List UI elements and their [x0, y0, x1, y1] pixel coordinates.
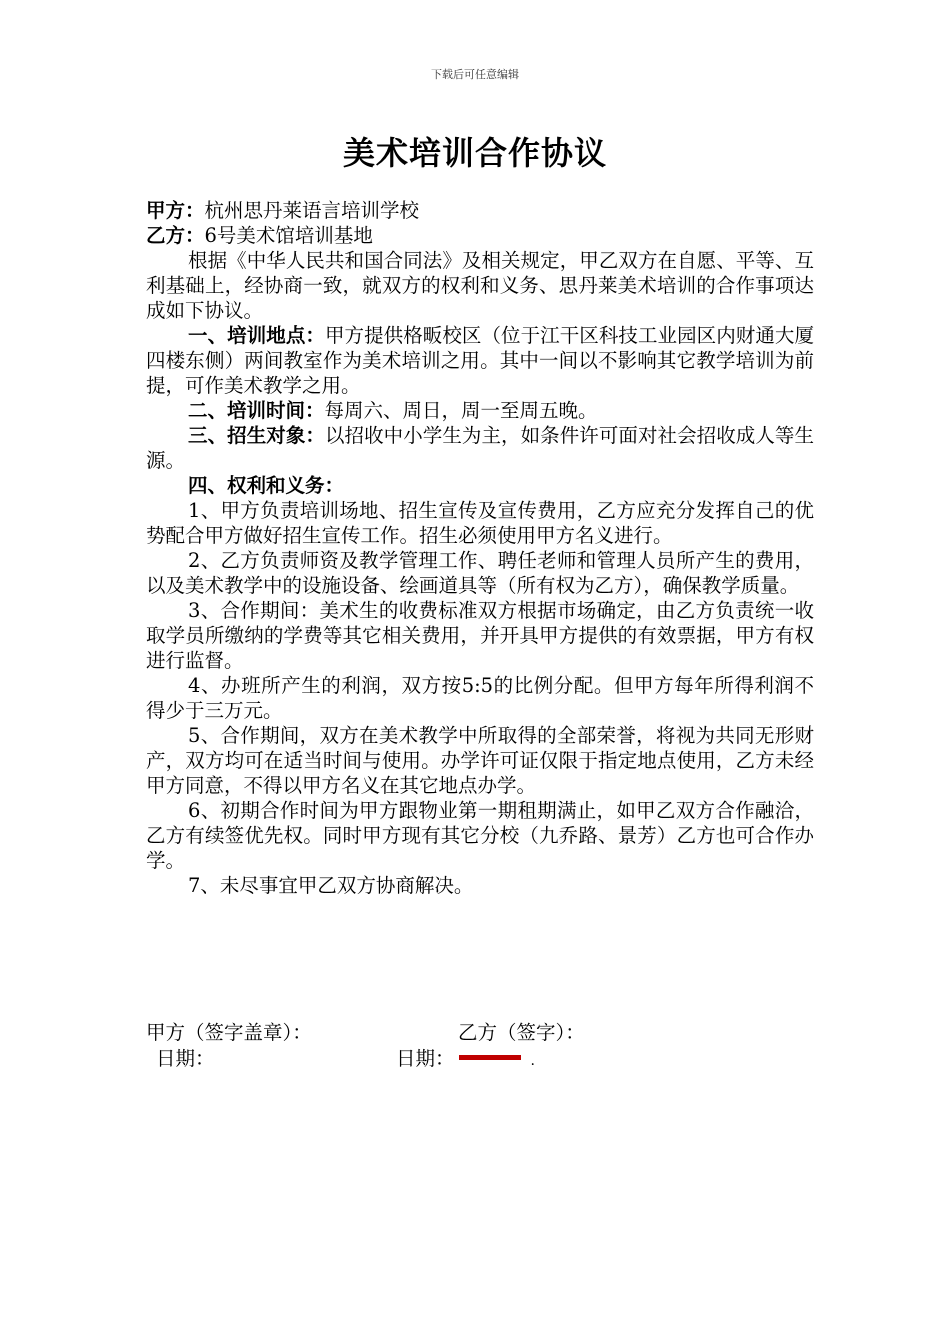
party-a-date: 日期：	[156, 1047, 215, 1070]
party-b-value: 6号美术馆培训基地	[204, 224, 373, 247]
party-a-signature: 甲方（签字盖章）：	[146, 1021, 312, 1044]
party-a-label: 甲方：	[146, 199, 205, 222]
party-a-line	[146, 198, 814, 223]
clause-7: 7、未尽事宜甲乙双方协商解决。	[188, 874, 474, 897]
section-time	[146, 398, 814, 423]
section-heading: 二、培训时间：	[188, 399, 325, 422]
section-heading: 三、招生对象：	[188, 424, 325, 447]
clause-5: 5、合作期间，双方在美术教学中所取得的全部荣誉，将视为共同无形财产，双方均可在适当时间与使用。办学许可证仅限于指定地点使用，乙方未经甲方同意，不得以甲方名义在其它地点办学。	[146, 724, 814, 797]
party-b-line	[146, 223, 814, 248]
section-text: 以招收中小学生为主，如条件许可面对社会招收成人等生源。	[146, 424, 814, 472]
party-a-value: 杭州思丹莱语言培训学校	[204, 199, 420, 222]
redacted-mark	[459, 1055, 521, 1060]
clause-6: 6、初期合作时间为甲方跟物业第一期租期满止，如甲乙双方合作融洽，乙方有续签优先权。同时甲方现有其它分校（九乔路、景芳）乙方也可合作办学。	[146, 799, 814, 872]
section-text: 甲方提供格畈校区（位于江干区科技工业园区内财通大厦四楼东侧）两间教室作为美术培训之用。其中一间以不影响其它教学培训为前提，可作美术教学之用。	[146, 324, 814, 397]
party-b-date-label: 日期：	[396, 1047, 455, 1070]
clause-1: 1、甲方负责培训场地、招生宣传及宣传费用，乙方应充分发挥自己的优势配合甲方做好招生宣传工作。招生必须使用甲方名义进行。	[146, 499, 814, 547]
section-heading: 四、权利和义务：	[188, 474, 345, 497]
header-note: 下载后可任意编辑	[431, 68, 519, 81]
intro-paragraph: 根据《中华人民共和国合同法》及相关规定，甲乙双方在自愿、平等、互利基础上，经协商一致，就双方的权利和义务、思丹莱美术培训的合作事项达成如下协议。	[146, 249, 814, 322]
agreement-body	[146, 198, 814, 898]
party-b-signature: 乙方（签字）：	[458, 1021, 585, 1044]
section-text: 每周六、周日，周一至周五晚。	[324, 399, 598, 422]
section-rights	[146, 473, 814, 498]
clause-4: 4、办班所产生的利润，双方按5:5的比例分配。但甲方每年所得利润不得少于三万元。	[146, 674, 814, 722]
clause-3: 3、合作期间：美术生的收费标准双方根据市场确定，由乙方负责统一收取学员所缴纳的学费等其它相关费用，并开具甲方提供的有效票据，甲方有权进行监督。	[146, 599, 814, 672]
section-heading: 一、培训地点：	[188, 324, 325, 347]
date-dot: .	[530, 1053, 535, 1069]
clause-2: 2、乙方负责师资及教学管理工作、聘任老师和管理人员所产生的费用，以及美术教学中的设施设备、绘画道具等（所有权为乙方），确保教学质量。	[146, 549, 814, 597]
section-enrollment	[146, 423, 814, 473]
party-b-date-line	[396, 1046, 535, 1074]
party-b-label: 乙方：	[146, 224, 205, 247]
section-location	[146, 323, 814, 398]
document-title: 美术培训合作协议	[342, 134, 607, 172]
